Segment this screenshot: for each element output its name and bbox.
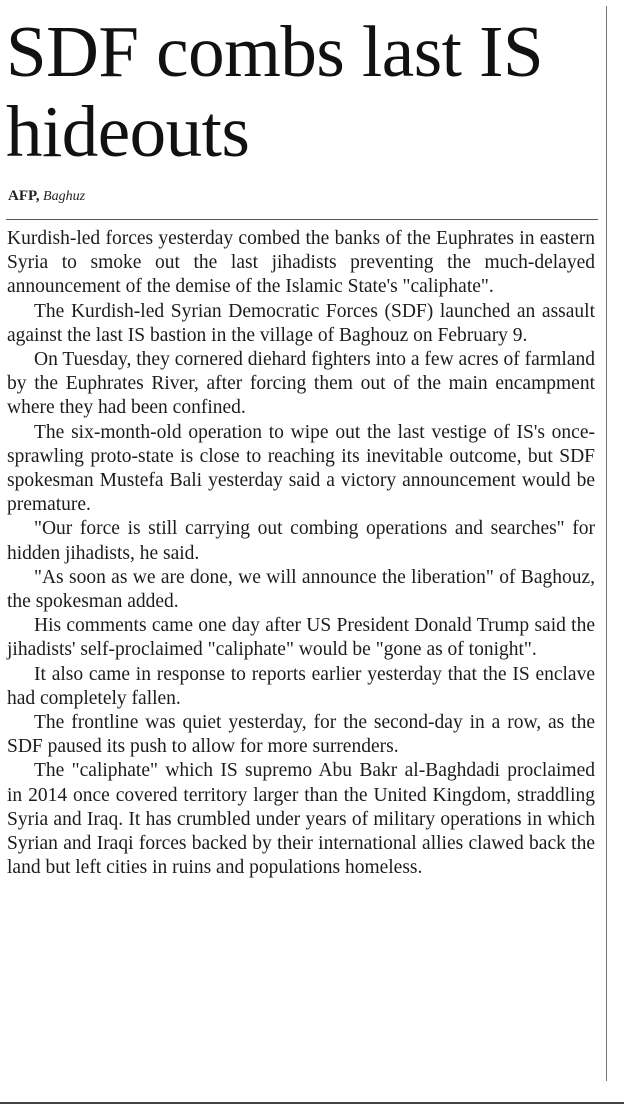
article-body	[7, 227, 595, 880]
paragraph: Kurdish-led forces yesterday combed the banks of the Euphrates in eastern Syria to smoke out the last jihadists preventing the much-delayed announcement of the demise of the Islamic State's "caliphate".	[7, 228, 595, 298]
byline-location: Baghuz	[43, 189, 86, 204]
paragraph: It also came in response to reports earlier yesterday that the IS enclave had completely fallen.	[7, 663, 595, 709]
byline	[8, 188, 85, 205]
paragraph: The six-month-old operation to wipe out the last vestige of IS's once-sprawling proto-state is close to reaching its inevitable outcome, but SDF spokesman Mustefa Bali yesterday said a victory announcement would be premature.	[7, 421, 595, 516]
bottom-divider	[0, 1102, 624, 1104]
paragraph: "Our force is still carrying out combing operations and searches" for hidden jihadists, he said.	[7, 518, 595, 564]
paragraph: The Kurdish-led Syrian Democratic Forces (SDF) launched an assault against the last IS bastion in the village of Baghouz on February 9.	[7, 300, 595, 346]
paragraph: The "caliphate" which IS supremo Abu Bakr al-Baghdadi proclaimed in 2014 once covered territory larger than the United Kingdom, straddling Syria and Iraq. It has crumbled under years of military operations in which Syrian and Iraqi forces backed by their international allies clawed back the land but left cities in ruins and populations homeless.	[7, 760, 595, 879]
byline-agency: AFP,	[8, 188, 40, 204]
paragraph: His comments came one day after US President Donald Trump said the jihadists' self-proclaimed "caliphate" would be "gone as of tonight".	[7, 615, 595, 661]
paragraph: "As soon as we are done, we will announce the liberation" of Baghouz, the spokesman added.	[7, 566, 595, 613]
column-divider	[606, 6, 607, 1081]
paragraph: The frontline was quiet yesterday, for the second-day in a row, as the SDF paused its push to allow for more surrenders.	[7, 712, 595, 758]
paragraph: On Tuesday, they cornered diehard fighters into a few acres of farmland by the Euphrates River, after forcing them out of the main encampment where they had been confined.	[7, 349, 595, 419]
headline: SDF combs last IS hideouts	[6, 11, 544, 172]
byline-divider	[6, 219, 598, 220]
